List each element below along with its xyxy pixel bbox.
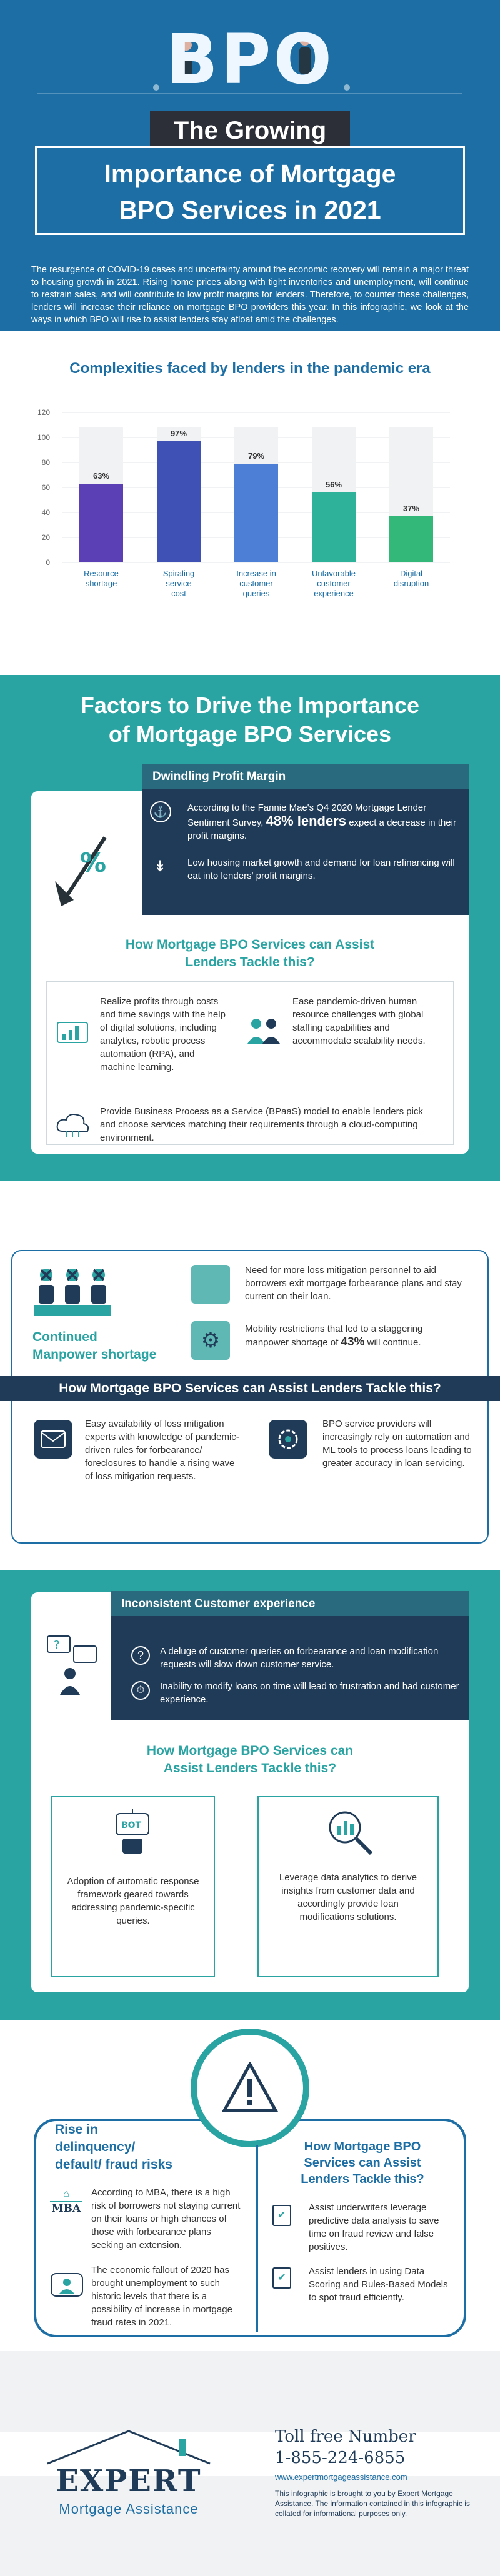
cx-solution-1: Adoption of automatic response framework geared towards addressing pandemic-specific queries. (67, 1876, 199, 1926)
x-category-label: disruption (393, 579, 429, 588)
cx-tackle-heading-1: How Mortgage BPO Services can (146, 1744, 354, 1758)
bar-value-label: 63% (92, 471, 110, 481)
brand-mortgage: Mortgage Assistance (59, 2501, 199, 2517)
y-tick-label: 100 (37, 433, 50, 442)
fraud-divider (256, 2145, 258, 2332)
fraud-title-3: default/ fraud risks (55, 2157, 172, 2172)
fraud-point-2: The economic fallout of 2020 has brought unemployment to such historic levels that there is a possibility of increase in mortgage fraud rates in 2021. (91, 2265, 232, 2328)
profit-solution-2: Ease pandemic-driven human resource challenges with global staffing capabilities and accommodate scalability needs. (292, 996, 426, 1046)
manpower-solution-1: Easy availability of loss mitigation experts with knowledge of pandemic-driven rules for forbearance/ foreclosures to handle a rising wave of loss mitigation requests. (85, 1419, 239, 1482)
fraud-tackle-3: Lenders Tackle this? (301, 2172, 424, 2186)
warning-icon (222, 2062, 278, 2114)
y-tick-label: 0 (46, 558, 50, 567)
x-category-label: Unfavorable (311, 569, 356, 578)
title-box (35, 146, 465, 235)
bot-label: BOT (121, 1820, 142, 1830)
manpower-tackle-heading: How Mortgage BPO Services can Assist Lenders Tackle this? (59, 1381, 441, 1395)
factors-heading-line-1: Factors to Drive the Importance (80, 692, 420, 718)
x-category-label: shortage (85, 579, 118, 588)
title-line-2: Importance of Mortgage (104, 159, 396, 188)
manpower-title-1: Continued (32, 1330, 98, 1344)
profit-point-2: Low housing market growth and demand for loan refinancing will eat into lenders' profit margins. (188, 857, 455, 881)
bot-icon (108, 1809, 158, 1862)
manpower-section (0, 1181, 500, 1570)
fraud-tackle-1: How Mortgage BPO (304, 2140, 421, 2154)
x-category-label: Resource (84, 569, 119, 578)
svg-text:?: ? (54, 1639, 60, 1652)
manpower-point-2: Mobility restrictions that led to a staggering manpower shortage of 43% will continue. (245, 1324, 423, 1349)
percent-decline-icon (49, 819, 118, 916)
x-category-label: Increase in (236, 569, 276, 578)
manpower-point-1: Need for more loss mitigation personnel to aid borrowers exit mortgage forbearance plans and stay current on their loan. (245, 1265, 462, 1302)
bar (234, 464, 278, 562)
clock-icon: ⏱ (131, 1681, 150, 1700)
x-category-label: experience (314, 589, 354, 598)
bar-value-label: 97% (170, 429, 188, 438)
profit-tackle-heading-1: How Mortgage BPO Services can Assist (125, 937, 375, 952)
bar (157, 441, 201, 562)
data-analytics-icon (322, 1806, 376, 1863)
bar-value-label: 79% (248, 451, 265, 461)
title-line-1: The Growing (173, 116, 327, 144)
mba-label: MBA (51, 2202, 81, 2215)
bar-value-label: 56% (325, 480, 342, 489)
workers-icon (32, 1264, 114, 1323)
queries-icon (45, 1634, 101, 1699)
automation-icon (269, 1420, 308, 1462)
checklist-icon-2: ✔ (272, 2267, 291, 2289)
cloud-icon (54, 1110, 91, 1143)
personnel-icon (191, 1265, 230, 1304)
y-tick-label: 60 (41, 483, 50, 492)
fraud-section (0, 2020, 500, 2351)
bar-chart (0, 400, 500, 662)
bpo-logo-text: BPO (166, 19, 334, 99)
website-link[interactable]: www.expertmortgageassistance.com (275, 2472, 408, 2482)
handshake-icon: ⚓ (150, 801, 171, 822)
x-category-label: queries (242, 589, 270, 598)
svg-text:%: % (80, 847, 107, 878)
fraud-solution-1: Assist underwriters leverage predictive data analysis to save time on fraud review and false positives. (309, 2202, 439, 2252)
question-icon: ? (131, 1646, 150, 1665)
mail-icon (34, 1420, 72, 1462)
cx-point-2: Inability to modify loans on time will lead to frustration and bad customer experience. (160, 1681, 459, 1705)
title-banner (150, 111, 350, 150)
down-arrow-icon: ↡ (154, 858, 167, 875)
chart-section (0, 331, 500, 675)
phone-number[interactable]: 1-855-224-6855 (275, 2449, 406, 2467)
factors-heading-line-2: of Mortgage BPO Services (108, 721, 392, 747)
manpower-solution-2: BPO service providers will increasingly rely on automation and ML tools to process loans leading to greater accuracy in loan servicing. (322, 1419, 472, 1469)
bar-value-label: 37% (402, 504, 420, 513)
fraud-title-2: delinquency/ (55, 2140, 136, 2154)
cx-title-bar (111, 1591, 469, 1616)
x-category-label: cost (171, 589, 186, 598)
mba-icon: ⌂ MBA (50, 2189, 82, 2215)
profit-tackle-heading-2: Lenders Tackle this? (185, 955, 315, 969)
intro-paragraph: The resurgence of COVID-19 cases and uncertainty around the economic recovery will remain a major threat to housing growth in 2021. Rising home prices along with tight inventories and unemployment, will continue to restrain sales, and will contribute to low profit margins for lenders. Therefore, to counter these challenges, lenders will increase their reliance on mortgage BPO providers this year. In this infographic, we look at the ways in which BPO will rise to assist lenders stay afloat amid the challenges. (31, 265, 469, 325)
cx-solution-2: Leverage data analytics to derive insights from customer data and accordingly provide loan modifications solutions. (279, 1872, 418, 1922)
analytics-icon (55, 1019, 90, 1051)
checklist-icon-1: ✔ (272, 2205, 291, 2226)
profit-title-bar (142, 764, 469, 789)
x-category-label: Spiraling (162, 569, 195, 578)
cx-section (0, 1570, 500, 2020)
profit-solution-3: Provide Business Process as a Service (BPaaS) model to enable lenders pick and choose services matching their requirements through a cloud-computing environment. (100, 1106, 423, 1143)
fraud-title-1: Rise in (55, 2122, 98, 2137)
cx-tackle-heading-2: Assist Lenders Tackle this? (163, 1761, 337, 1775)
bar (79, 484, 123, 562)
y-tick-label: 20 (41, 533, 50, 542)
x-category-label: Digital (399, 569, 423, 578)
chart-title: Complexities faced by lenders in the pandemic era (69, 360, 431, 377)
toll-label: Toll free Number (275, 2427, 416, 2446)
bar (389, 516, 433, 562)
manpower-tackle-bar (0, 1376, 500, 1401)
x-category-label: customer (239, 579, 273, 588)
x-category-label: customer (317, 579, 351, 588)
profit-title: Dwindling Profit Margin (152, 770, 286, 783)
mobility-icon: ⚙ (191, 1321, 230, 1360)
y-tick-label: 80 (41, 458, 50, 467)
manpower-title-2: Manpower shortage (32, 1347, 157, 1362)
cx-title: Inconsistent Customer experience (121, 1597, 316, 1610)
footer-disclaimer: This infographic is brought to you by Expert Mortgage Assistance. The information contained in this infographic is collated for informational purposes only. (275, 2489, 470, 2518)
staffing-icon (244, 1012, 281, 1051)
title-line-3: BPO Services in 2021 (119, 196, 381, 224)
hero-section (0, 0, 500, 331)
y-tick-label: 40 (41, 508, 50, 517)
warning-gear (191, 2029, 309, 2147)
person-id-icon (50, 2271, 84, 2302)
factors-section (0, 675, 500, 1181)
brand-expert: EXPERT (56, 2464, 202, 2499)
cx-point-1: A deluge of customer queries on forbearance and loan modification requests will slow down customer service. (160, 1646, 439, 1670)
y-tick-label: 120 (37, 408, 50, 417)
footer-section (0, 2351, 500, 2576)
fraud-solution-2: Assist lenders in using Data Scoring and Rules-Based Models to spot fraud efficiently. (309, 2266, 448, 2303)
profit-point-1: According to the Fannie Mae's Q4 2020 Mortgage Lender Sentiment Survey, 48% lenders expect a decrease in their profit margins. (188, 802, 456, 841)
fraud-point-1: According to MBA, there is a high risk of borrowers not staying current on their loans or high chances of those with forbearance plans seeking an extension. (91, 2187, 241, 2250)
profit-solution-1: Realize profits through costs and time savings with the help of digital solutions, including analytics, robotic process automation (RPA), and machine learning. (100, 996, 226, 1072)
bar (312, 492, 356, 562)
fraud-tackle-2: Services can Assist (304, 2156, 421, 2170)
x-category-label: service (166, 579, 192, 588)
